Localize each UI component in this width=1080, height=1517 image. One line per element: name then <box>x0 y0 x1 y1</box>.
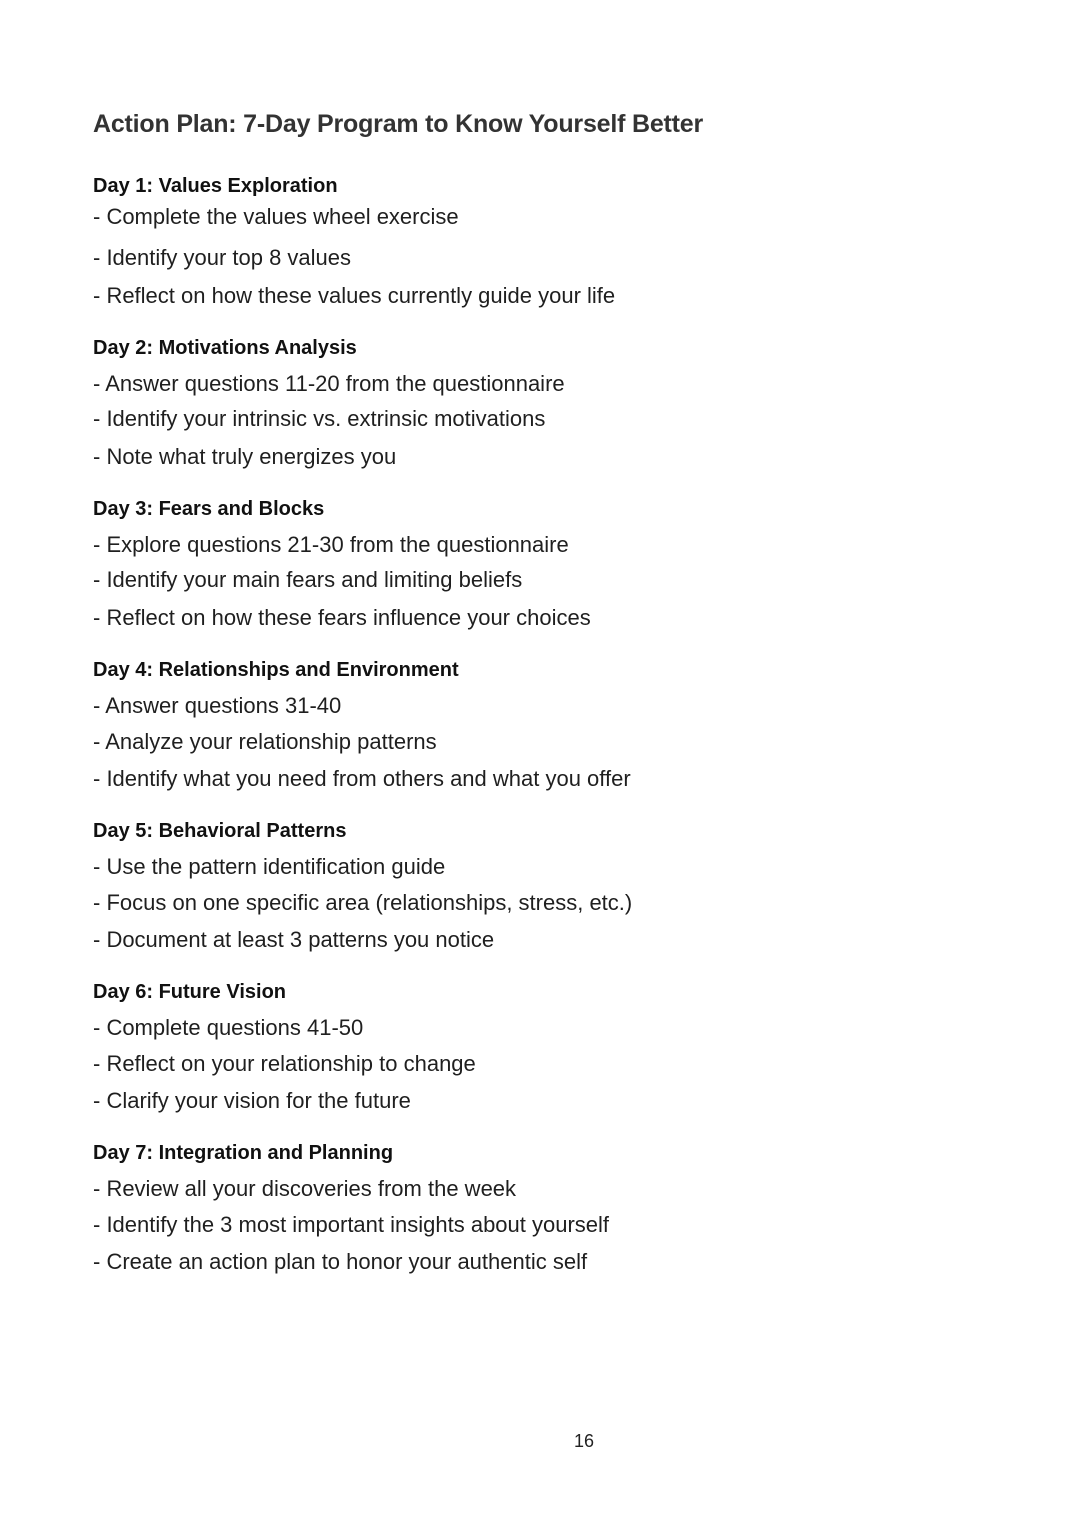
list-item: - Review all your discoveries from the week <box>93 1176 517 1201</box>
day-heading: Day 7: Integration and Planning <box>93 1142 394 1164</box>
list-item: - Complete the values wheel exercise <box>93 204 459 229</box>
list-item: - Use the pattern identification guide <box>93 854 446 879</box>
day-heading: Day 4: Relationships and Environment <box>93 659 459 681</box>
list-item: - Create an action plan to honor your authentic self <box>93 1249 588 1274</box>
day-heading: Day 5: Behavioral Patterns <box>93 820 347 842</box>
list-item: - Reflect on how these fears influence your choices <box>93 605 591 630</box>
day-heading: Day 2: Motivations Analysis <box>93 337 357 359</box>
list-item: - Answer questions 31-40 <box>93 693 342 718</box>
list-item: - Analyze your relationship patterns <box>93 729 437 754</box>
list-item: - Note what truly energizes you <box>93 444 397 469</box>
list-item: - Identify the 3 most important insights about yourself <box>93 1212 610 1237</box>
list-item: - Explore questions 21-30 from the questionnaire <box>93 532 569 557</box>
page-number: 16 <box>574 1431 595 1451</box>
day-heading: Day 3: Fears and Blocks <box>93 498 325 520</box>
day-heading: Day 6: Future Vision <box>93 981 287 1003</box>
day-heading: Day 1: Values Exploration <box>93 175 338 197</box>
list-item: - Focus on one specific area (relationships, stress, etc.) <box>93 890 633 915</box>
list-item: - Answer questions 11-20 from the questionnaire <box>93 371 565 396</box>
list-item: - Identify your top 8 values <box>93 245 352 270</box>
list-item: - Clarify your vision for the future <box>93 1088 411 1113</box>
list-item: - Document at least 3 patterns you notice <box>93 927 495 952</box>
list-item: - Identify your main fears and limiting beliefs <box>93 567 523 592</box>
list-item: - Reflect on your relationship to change <box>93 1051 476 1076</box>
list-item: - Complete questions 41-50 <box>93 1015 364 1040</box>
page-title: Action Plan: 7-Day Program to Know Yourself Better <box>93 110 704 138</box>
list-item: - Identify your intrinsic vs. extrinsic motivations <box>93 406 546 431</box>
list-item: - Identify what you need from others and what you offer <box>93 766 631 791</box>
list-item: - Reflect on how these values currently guide your life <box>93 283 616 308</box>
